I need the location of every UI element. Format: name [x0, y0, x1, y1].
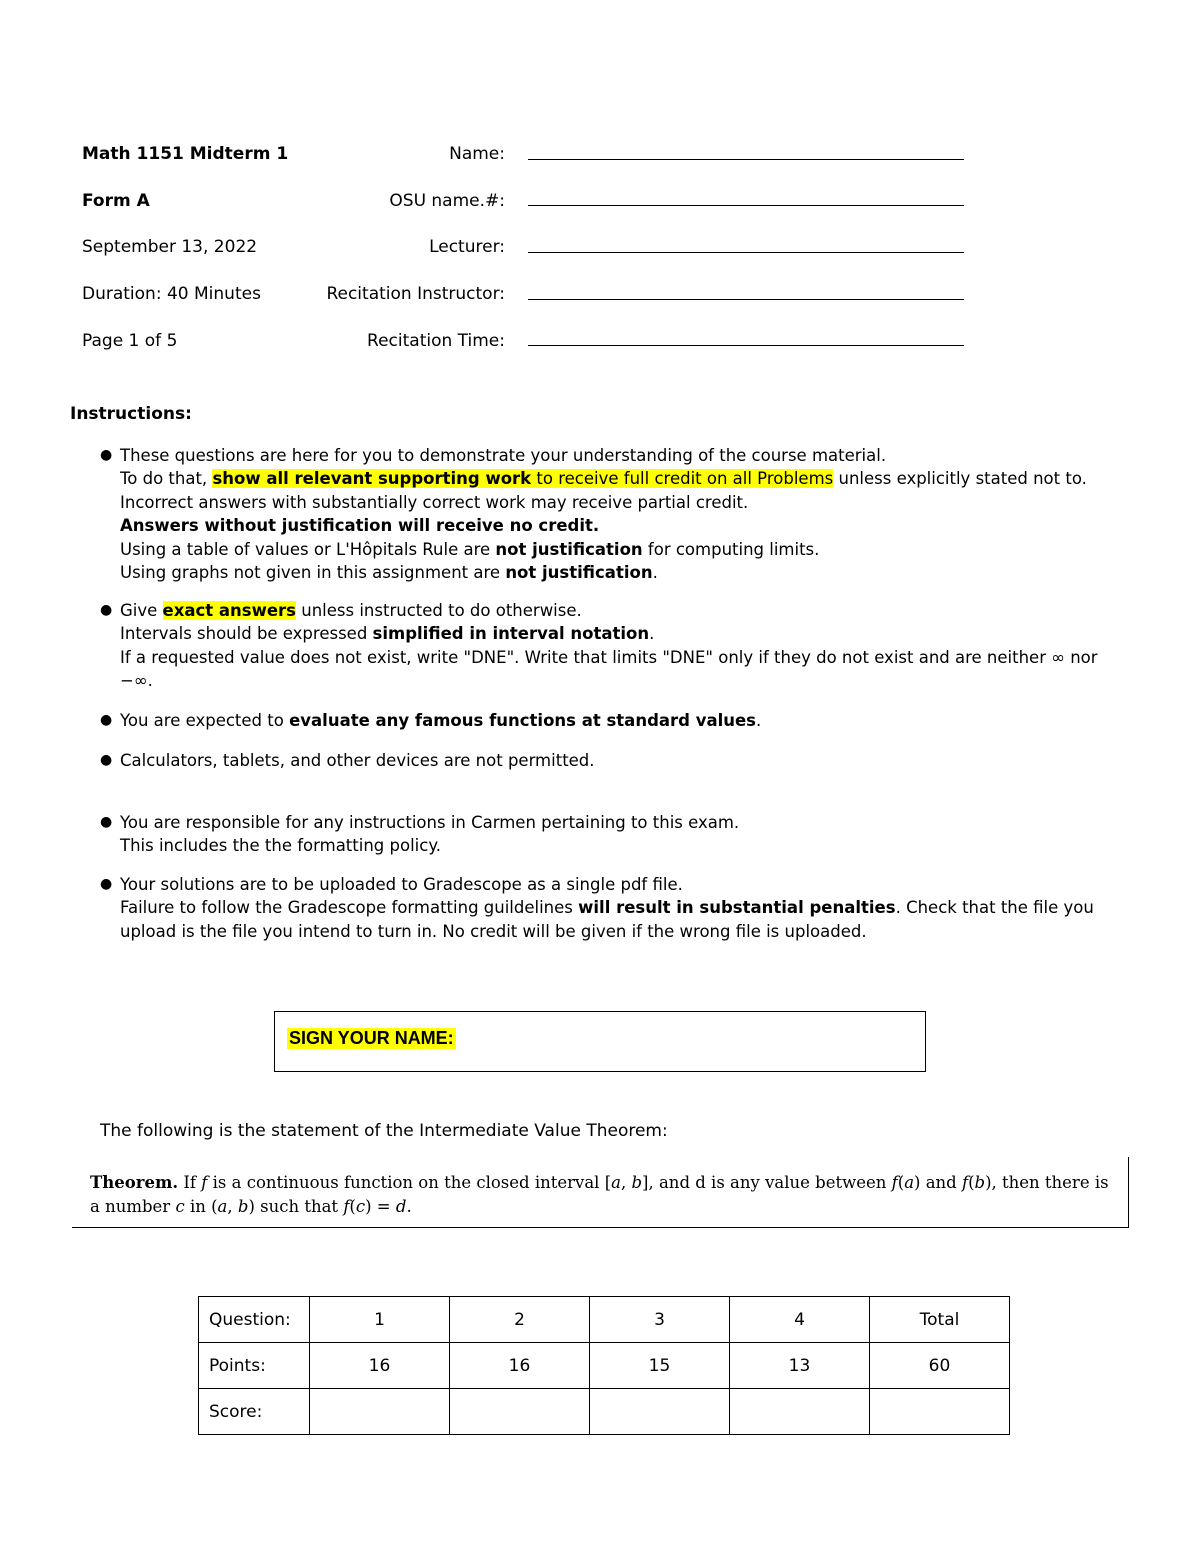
bullet-icon: ● — [100, 712, 113, 728]
field-label-osu-name: OSU name.#: — [389, 191, 505, 211]
course-title: Math 1151 Midterm 1 — [82, 144, 289, 164]
table-cell: 4 — [730, 1297, 870, 1343]
table-cell: 13 — [730, 1343, 870, 1389]
theorem-statement: Theorem. If f is a continuous function on the closed interval [a, b], and d is any value between f(a) and f(b), then there is a number c in (a, b) such that f(c) = d. — [90, 1173, 1109, 1216]
field-line-lecturer[interactable] — [528, 252, 964, 253]
score-cell[interactable] — [590, 1389, 730, 1435]
score-cell[interactable] — [730, 1389, 870, 1435]
table-row-question — [199, 1297, 1010, 1343]
field-label-recitation-instructor: Recitation Instructor: — [326, 284, 505, 304]
bullet-icon: ● — [100, 876, 113, 892]
field-line-name[interactable] — [528, 159, 964, 160]
instruction-item-gradescope: ● Your solutions are to be uploaded to Gradescope as a single pdf file. Failure to follow the Gradescope formatting guildelines will result in substantial penalties. Check that the file you upload is the file you intend to turn in. No credit will be given if the wrong file is uploaded. — [100, 875, 1094, 941]
table-cell: Score: — [199, 1389, 310, 1435]
table-cell: 60 — [870, 1343, 1010, 1389]
table-cell: 2 — [450, 1297, 590, 1343]
score-cell[interactable] — [310, 1389, 450, 1435]
exam-duration: Duration: 40 Minutes — [82, 284, 261, 304]
field-label-name: Name: — [449, 144, 505, 164]
instruction-item-famous-functions: ● You are expected to evaluate any famous functions at standard values. — [120, 709, 1132, 732]
score-table — [198, 1296, 1010, 1435]
exam-form: Form A — [82, 191, 150, 211]
table-cell: Total — [870, 1297, 1010, 1343]
theorem-box — [72, 1157, 1129, 1228]
exam-date: September 13, 2022 — [82, 237, 258, 257]
instruction-item-devices: ● Calculators, tablets, and other devices are not permitted. — [120, 749, 1132, 772]
table-cell: Question: — [199, 1297, 310, 1343]
bullet-icon: ● — [100, 752, 113, 768]
table-cell: 15 — [590, 1343, 730, 1389]
table-cell: 16 — [310, 1343, 450, 1389]
instruction-item-carmen: ● You are responsible for any instructions in Carmen pertaining to this exam. This includes the the formatting policy. — [100, 813, 740, 856]
table-cell: 3 — [590, 1297, 730, 1343]
signature-box[interactable] — [274, 1011, 926, 1072]
ivt-intro: The following is the statement of the Intermediate Value Theorem: — [100, 1121, 668, 1141]
field-label-recitation-time: Recitation Time: — [367, 331, 505, 351]
field-line-osu-name[interactable] — [528, 205, 964, 206]
bullet-icon: ● — [100, 447, 113, 463]
signature-label: SIGN YOUR NAME: — [289, 1028, 454, 1048]
table-cell: 16 — [450, 1343, 590, 1389]
page-number: Page 1 of 5 — [82, 331, 178, 351]
bullet-icon: ● — [100, 814, 113, 830]
field-label-lecturer: Lecturer: — [429, 237, 505, 257]
table-cell: 1 — [310, 1297, 450, 1343]
instruction-item-work: ● These questions are here for you to demonstrate your understanding of the course material. To do that, show all relevant supporting work to receive full credit on all Problems unless explicitly stated not to. Incorrect answers with substantially correct work may receive partial credit. Answers without justification will receive no credit. Using a table of values or L'Hôpitals Rule are not justification for computing limits. Using graphs not given in this assignment are not justification. — [100, 446, 1087, 583]
field-line-recitation-instructor[interactable] — [528, 299, 964, 300]
instruction-item-exact-answers: ● Give exact answers unless instructed to do otherwise. Intervals should be expressed simplified in interval notation. If a requested value does not exist, write "DNE". Write that limits "DNE" only if they do not exist and are neither ∞ nor −∞. — [100, 601, 1098, 691]
field-line-recitation-time[interactable] — [528, 345, 964, 346]
table-row-score — [199, 1389, 1010, 1435]
score-cell[interactable] — [870, 1389, 1010, 1435]
instructions-title: Instructions: — [70, 404, 192, 424]
table-cell: Points: — [199, 1343, 310, 1389]
score-cell[interactable] — [450, 1389, 590, 1435]
table-row-points — [199, 1343, 1010, 1389]
bullet-icon: ● — [100, 602, 113, 618]
